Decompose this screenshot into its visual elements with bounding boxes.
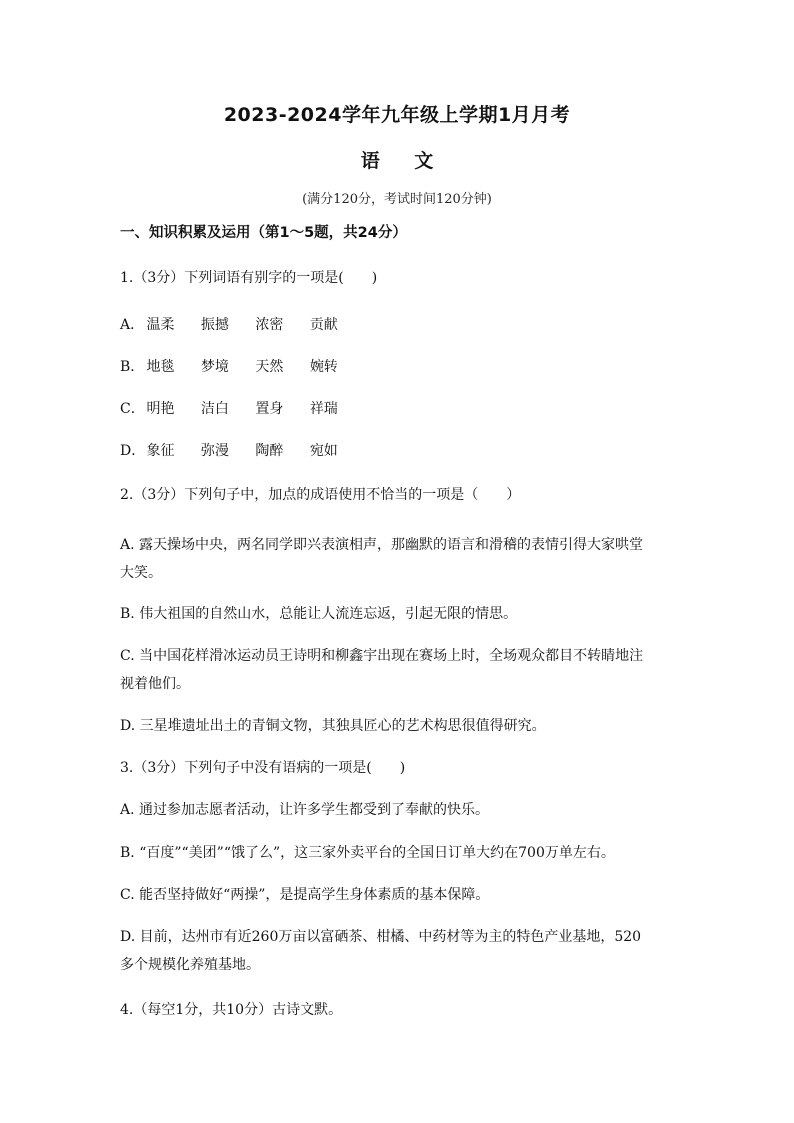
option-word: 贡献	[309, 317, 338, 333]
section-title-1: 一、知识积累及运用（第1～5题，共24分）	[120, 225, 407, 241]
question-3-option-d: D. 目前，达州市有近260万亩以富硒茶、柑橘、中药材等为主的特色产业基地，520	[120, 929, 642, 945]
option-word: 梦境	[200, 359, 229, 375]
question-2-option-c-cont: 视着他们。	[120, 676, 190, 692]
question-3-option-c: C. 能否坚持做好“两操”，是提高学生身体素质的基本保障。	[120, 887, 490, 903]
question-1-option-b	[120, 356, 690, 378]
option-word: 宛如	[309, 443, 338, 459]
option-word: 象征	[146, 443, 175, 459]
question-3-option-d-cont: 多个规模化养殖基地。	[120, 957, 260, 973]
option-label: C．	[120, 401, 145, 417]
exam-subject: 语 文	[360, 150, 434, 172]
option-word: 陶醉	[255, 443, 284, 459]
question-3-stem: 3.（3分）下列句子中没有语病的一项是( )	[120, 760, 406, 776]
question-1-option-d	[120, 440, 690, 462]
question-2-option-a: A. 露天操场中央，两名同学即兴表演相声，那幽默的语言和滑稽的表情引得大家哄堂	[120, 537, 644, 553]
option-word: 天然	[255, 359, 284, 375]
exam-title: 2023-2024学年九年级上学期1月月考	[223, 104, 571, 126]
option-word: 置身	[255, 401, 284, 417]
option-word: 温柔	[146, 317, 175, 333]
option-word: 振撼	[200, 317, 229, 333]
option-word: 洁白	[200, 401, 229, 417]
question-1-option-a	[120, 314, 690, 336]
option-word: 浓密	[255, 317, 284, 333]
question-2-option-a-cont: 大笑。	[120, 565, 162, 581]
question-2-option-d: D. 三星堆遗址出土的青铜文物，其独具匠心的艺术构思很值得研究。	[120, 718, 546, 734]
option-label: A．	[120, 317, 145, 333]
question-2-stem: 2.（3分）下列句子中，加点的成语使用不恰当的一项是（ ）	[120, 487, 521, 503]
question-2-option-b: B. 伟大祖国的自然山水，总能让人流连忘返，引起无限的情思。	[120, 606, 518, 622]
question-2-option-c: C. 当中国花样滑冰运动员王诗明和柳鑫宇出现在赛场上时，全场观众都目不转睛地注	[120, 648, 644, 664]
question-3-option-a: A. 通过参加志愿者活动，让许多学生都受到了奉献的快乐。	[120, 802, 490, 818]
option-word: 地毯	[146, 359, 175, 375]
option-label: B．	[120, 359, 145, 375]
option-word: 祥瑞	[309, 401, 338, 417]
question-1-stem: 1.（3分）下列词语有别字的一项是( )	[120, 270, 378, 286]
option-label: D．	[120, 443, 146, 459]
question-4-stem: 4.（每空1分，共10分）古诗文默。	[120, 1002, 343, 1018]
option-word: 明艳	[146, 401, 175, 417]
question-1-option-c	[120, 398, 690, 420]
exam-note: (满分120分，考试时间120分钟)	[302, 192, 492, 207]
option-word: 弥漫	[200, 443, 229, 459]
question-3-option-b: B. “百度”“美团”“饿了么”，这三家外卖平台的全国日订单大约在700万单左右。	[120, 845, 615, 861]
option-word: 婉转	[309, 359, 338, 375]
